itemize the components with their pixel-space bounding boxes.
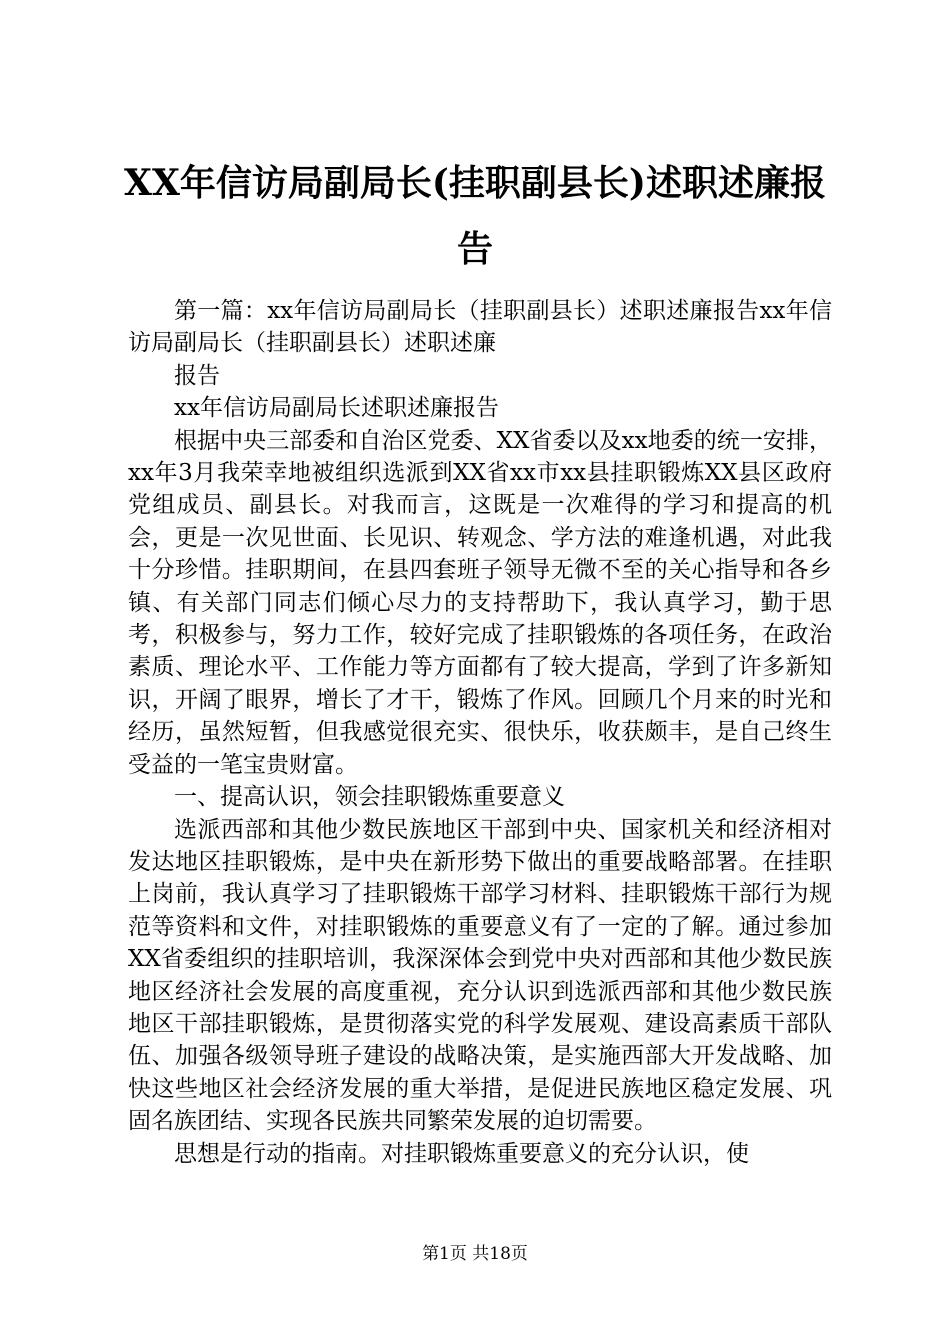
paragraph-5: 选派西部和其他少数民族地区干部到中央、国家机关和经济相对发达地区挂职锻炼，是中央在新形势下做出的重要战略部署。在挂职上岗前，我认真学习了挂职锻炼干部学习材料、挂职锻炼干部行为规范等资料和文件，对挂职锻炼的重要意义有了一定的了解。通过参加XX省委组织的挂职培训，我深深体会到党中央对西部和其他少数民族地区经济社会发展的高度重视，充分认识到选派西部和其他少数民族地区干部挂职锻炼，是贯彻落实党的科学发展观、建设高素质干部队伍、加强各级领导班子建设的战略决策，是实施西部大开发战略、加快这些地区社会经济发展的重大举措，是促进民族地区稳定发展、巩固名族团结、实现各民族共同繁荣发展的迫切需要。 [128, 816, 832, 1135]
paragraph-4: 根据中央三部委和自治区党委、XX省委以及xx地委的统一安排，xx年3月我荣幸地被组织选派到XX省xx市xx县挂职锻炼XX县区政府党组成员、副县长。对我而言，这既是一次难得的学习和提高的机会，更是一次见世面、长见识、转观念、学方法的难逢机遇，对此我十分珍惜。挂职期间，在县四套班子领导无微不至的关心指导和各乡镇、有关部门同志们倾心尽力的支持帮助下，我认真学习，勤于思考，积极参与，努力工作，较好完成了挂职锻炼的各项任务，在政治素质、理论水平、工作能力等方面都有了较大提高，学到了许多新知识，开阔了眼界，增长了才干，锻炼了作风。回顾几个月来的时光和经历，虽然短暂，但我感觉很充实、很快乐，收获颇丰，是自己终生受益的一笔宝贵财富。 [128, 427, 832, 778]
document-title: XX年信访局副局长(挂职副县长)述职述廉报告 [124, 162, 826, 270]
document-body [128, 295, 832, 1170]
paragraph-6: 思想是行动的指南。对挂职锻炼重要意义的充分认识，使 [174, 1140, 749, 1167]
page-footer: 第1页 共18页 [422, 1244, 528, 1264]
paragraph-3: xx年信访局副局长述职述廉报告 [174, 395, 499, 422]
paragraph-2: 报告 [174, 362, 220, 389]
section-heading-1: 一、提高认识，领会挂职锻炼重要意义 [174, 784, 565, 811]
paragraph-1: 第一篇：xx年信访局副局长（挂职副县长）述职述廉报告xx年信访局副局长（挂职副县长）述职述廉 [128, 298, 832, 357]
